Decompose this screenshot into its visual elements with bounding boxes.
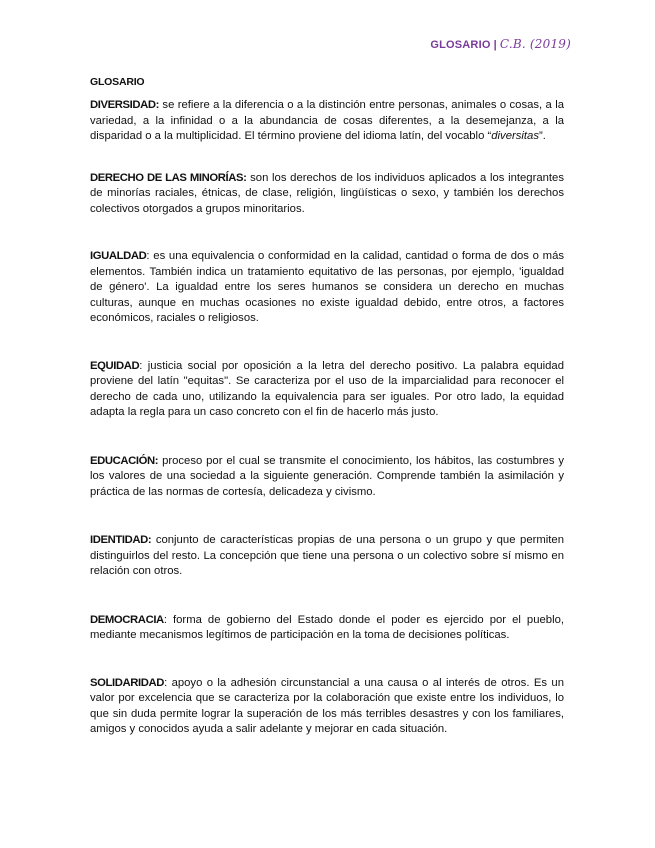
glossary-entry-equidad xyxy=(90,359,564,421)
header-author: C.B. (2019) xyxy=(499,37,571,51)
glossary-entry-derecho-minorias xyxy=(90,171,564,218)
glossary-definition: son los derechos de los individuos aplicados a los integrantes de minorías raciales, étnicas, de clase, religión, lingüísticas o sexo, y también los derechos colectivos otorgados a grupos minoritarios. xyxy=(90,171,564,215)
glossary-term: EDUCACIÓN: xyxy=(90,454,159,467)
glossary-definition: conjunto de características propias de una persona o un grupo y que permiten distinguirlos del resto. La concepción que tiene una persona o un colectivo sobre sí mismo en relación con otros. xyxy=(90,534,564,577)
glossary-term: SOLIDARIDAD xyxy=(90,676,165,689)
header-section-label: GLOSARIO xyxy=(430,39,491,51)
glossary-definition: : justicia social por oposición a la letra del derecho positivo. La palabra equidad proviene del latín "equitas". Se caracteriza por el uso de la imparcialidad para reconocer el derecho de cada uno, utilizando la equivalencia para ser iguales. Por otro lado, la equidad adapta la regla para un caso concreto con el fin de hacerlo más justo. xyxy=(90,359,564,418)
glossary-definition-italic: diversitas xyxy=(491,130,539,142)
glossary-term: IDENTIDAD: xyxy=(90,534,152,546)
glossary-term: DEMOCRACIA xyxy=(90,613,164,626)
glossary-definition: : es una equivalencia o conformidad en la calidad, cantidad o forma de dos o más elementos. También indica un tratamiento equitativo de las personas, por ejemplo, 'igualdad de género'. La igualdad entre los seres humanos se considera un derecho en muchas culturas, aunque en muchas ocasiones no existe igualdad debido, entre otros, a factores económicos, raciales o religiosos. xyxy=(90,250,564,324)
glossary-entry-igualdad xyxy=(90,249,564,327)
glossary-term: EQUIDAD xyxy=(90,359,140,372)
document-body xyxy=(90,76,564,738)
glossary-entry-diversidad xyxy=(90,98,564,145)
glossary-definition: se refiere a la diferencia o a la distinción entre personas, animales o cosas, a la variedad, a la infinidad o a la abundancia de cosas diferentes, a la desemejanza, a la disparidad o a la multiplicidad. El término proviene del idioma latín, del vocablo “ xyxy=(90,99,564,142)
glossary-entry-educacion xyxy=(90,454,564,501)
glossary-definition: : apoyo o la adhesión circunstancial a una causa o al interés de otros. Es un valor por excelencia que se caracteriza por la colaboración que existe entre los individuos, lo que sin duda permite lograr la superación de los más terribles desastres y con los familiares, amigos y conocidos ayuda a salir adelante y mejorar en cada situación. xyxy=(90,676,564,735)
glossary-definition: proceso por el cual se transmite el conocimiento, los hábitos, las costumbres y los valores de una sociedad a la siguiente generación. Comprende también la asimilación y práctica de las normas de cortesía, delicadeza y civismo. xyxy=(90,454,564,498)
glossary-entry-identidad xyxy=(90,533,564,580)
glossary-term: IGUALDAD xyxy=(90,250,147,262)
glossary-definition-end: ”. xyxy=(538,130,546,142)
glossary-term: DIVERSIDAD: xyxy=(90,99,160,111)
document-title: GLOSARIO xyxy=(90,76,145,88)
glossary-definition: : forma de gobierno del Estado donde el poder es ejercido por el pueblo, mediante mecanismos legítimos de participación en la toma de decisiones políticas. xyxy=(90,613,564,641)
glossary-entry-democracia xyxy=(90,613,564,644)
header-separator: | xyxy=(493,39,497,51)
glossary-term: DERECHO DE LAS MINORÍAS: xyxy=(90,171,247,184)
page-header xyxy=(430,37,571,51)
glossary-entry-solidaridad xyxy=(90,676,564,738)
